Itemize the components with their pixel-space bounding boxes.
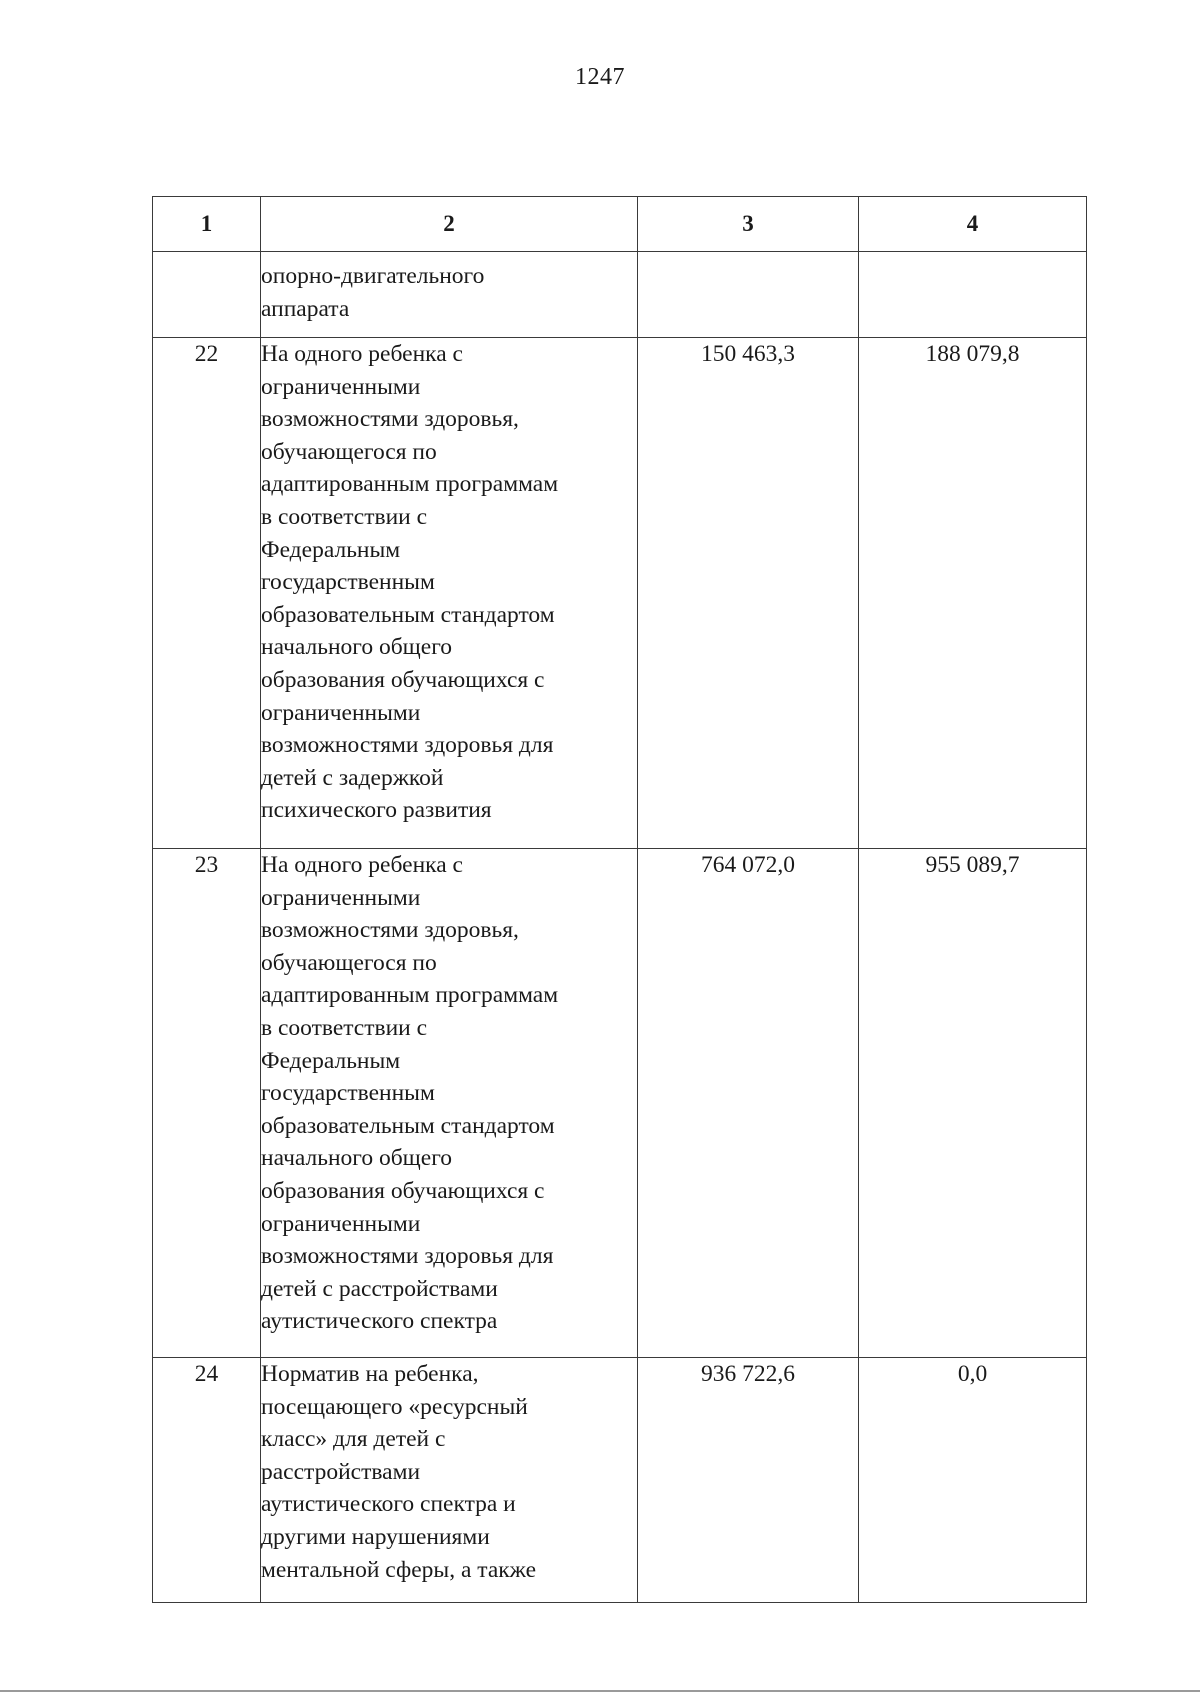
row-description: На одного ребенка с ограниченными возможностями здоровья, обучающегося по адаптированным программам в соответствии с Федеральным государственным образовательным стандартом начального общего образования обучающихся с ограниченными возможностями здоровья для детей с задержкой психического развития xyxy=(261,338,638,849)
row-description: опорно-двигательного аппарата xyxy=(261,252,638,338)
row-number xyxy=(153,252,261,338)
row-number: 22 xyxy=(153,338,261,849)
row-description: На одного ребенка с ограниченными возможностями здоровья, обучающегося по адаптированным программам в соответствии с Федеральным государственным образовательным стандартом начального общего образования обучающихся с ограниченными возможностями здоровья для детей с расстройствами аутистического спектра xyxy=(261,849,638,1358)
table-row xyxy=(153,338,1087,849)
row-value-col3: 764 072,0 xyxy=(638,849,859,1358)
column-header-3: 3 xyxy=(638,197,859,252)
row-value-col4: 0,0 xyxy=(859,1358,1087,1603)
row-value-col3 xyxy=(638,252,859,338)
row-number: 23 xyxy=(153,849,261,1358)
row-number: 24 xyxy=(153,1358,261,1603)
standards-table xyxy=(152,196,1087,1603)
page-number: 1247 xyxy=(575,64,625,90)
column-header-1: 1 xyxy=(153,197,261,252)
row-value-col4: 955 089,7 xyxy=(859,849,1087,1358)
page-bottom-rule xyxy=(0,1690,1200,1692)
row-value-col3: 936 722,6 xyxy=(638,1358,859,1603)
table-row xyxy=(153,252,1087,338)
row-value-col3: 150 463,3 xyxy=(638,338,859,849)
column-header-2: 2 xyxy=(261,197,638,252)
table-row xyxy=(153,1358,1087,1603)
row-description: Норматив на ребенка, посещающего «ресурсный класс» для детей с расстройствами аутистического спектра и другими нарушениями ментальной сферы, а также xyxy=(261,1358,638,1603)
column-header-4: 4 xyxy=(859,197,1087,252)
table-header-row xyxy=(153,197,1087,252)
table-row xyxy=(153,849,1087,1358)
row-value-col4 xyxy=(859,252,1087,338)
row-value-col4: 188 079,8 xyxy=(859,338,1087,849)
